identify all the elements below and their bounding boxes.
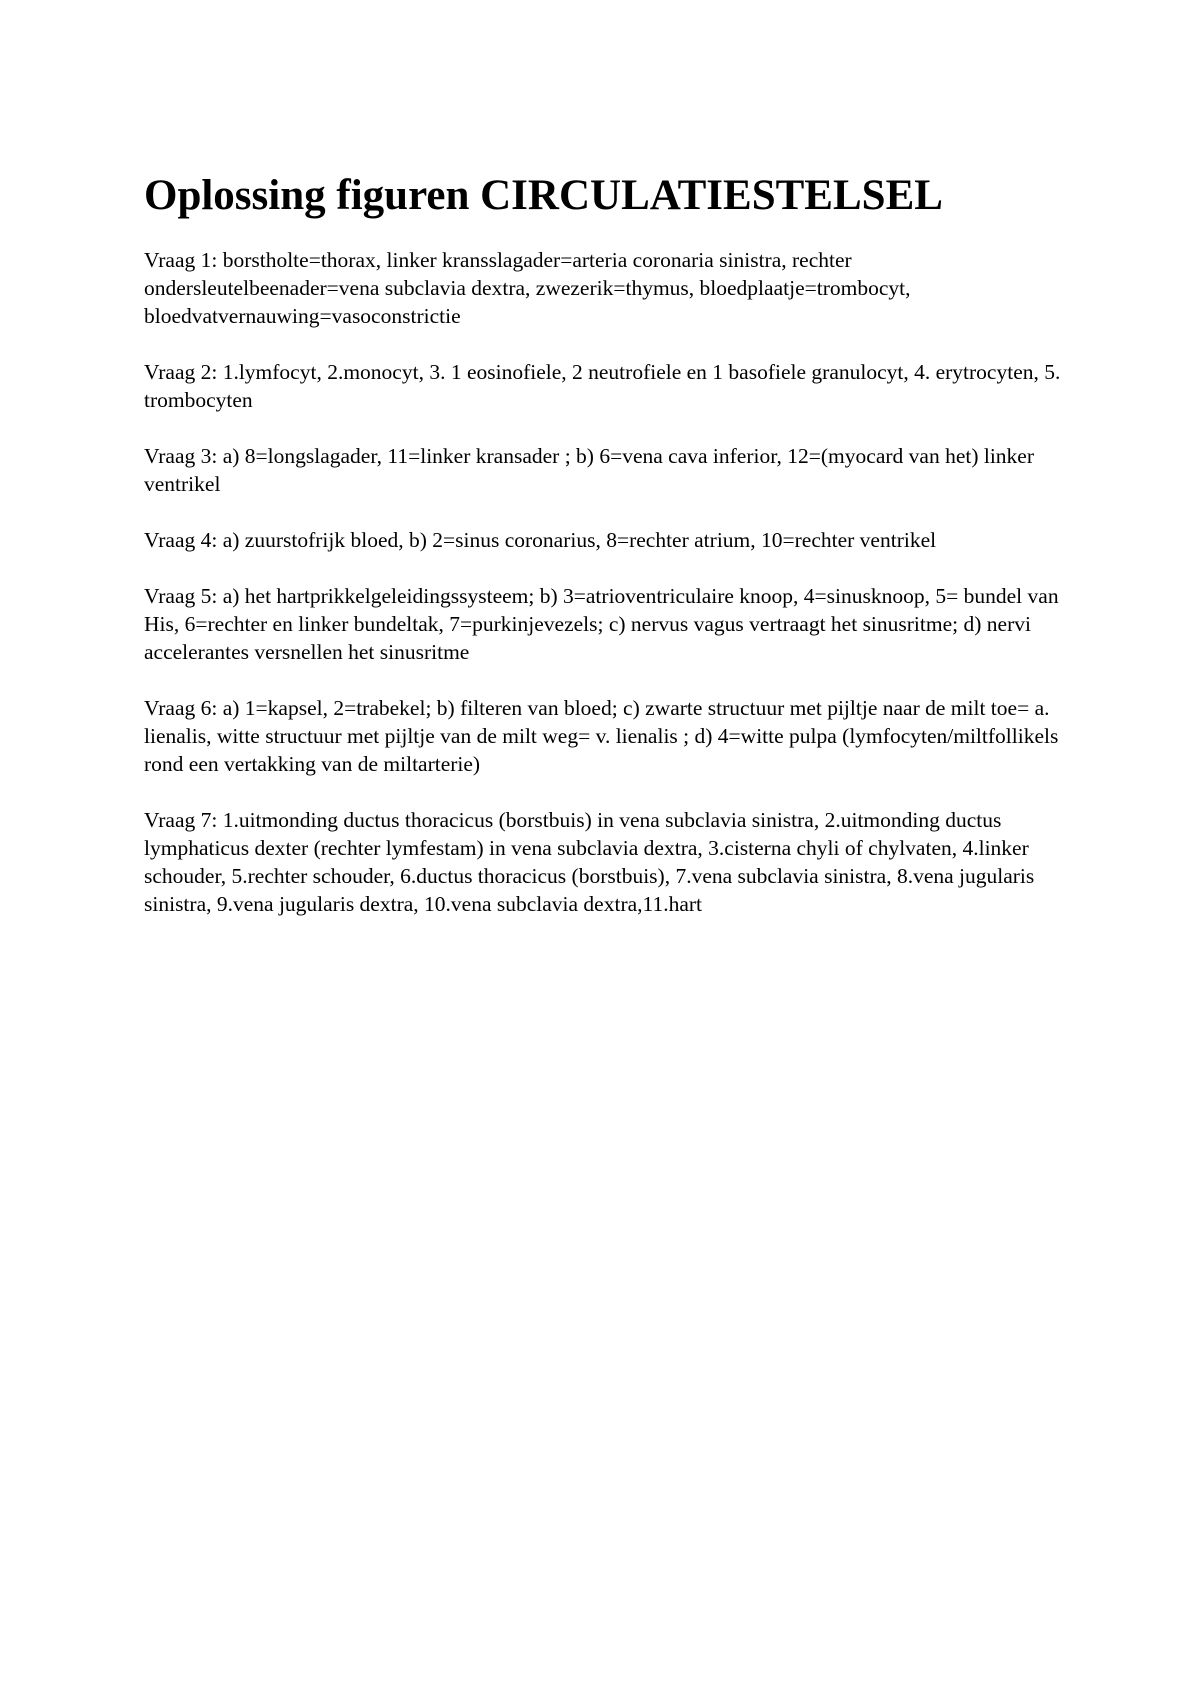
answer-vraag-4: Vraag 4: a) zuurstofrijk bloed, b) 2=sinus coronarius, 8=rechter atrium, 10=rechter ventrikel xyxy=(144,527,937,552)
answer-vraag-7: Vraag 7: 1.uitmonding ductus thoracicus (borstbuis) in vena subclavia sinistra, 2.uitmonding ductus lymphaticus dexter (rechter lymfestam) in vena subclavia dextra, 3.cisterna chyli of chylvaten, 4.linker schouder, 5.rechter schouder, 6.ductus thoracicus (borstbuis), 7.vena subclavia sinistra, 8.vena jugularis sinistra, 9.vena jugularis dextra, 10.vena subclavia dextra,11.hart xyxy=(144,807,1035,916)
document-body xyxy=(144,170,1074,946)
document-title: Oplossing figuren CIRCULATIESTELSEL xyxy=(144,172,943,219)
answer-vraag-5: Vraag 5: a) het hartprikkelgeleidingssysteem; b) 3=atrioventriculaire knoop, 4=sinusknoop, 5= bundel van His, 6=rechter en linker bundeltak, 7=purkinjevezels; c) nervus vagus vertraagt het sinusritme; d) nervi accelerantes versnellen het sinusritme xyxy=(144,583,1059,664)
answer-vraag-6: Vraag 6: a) 1=kapsel, 2=trabekel; b) filteren van bloed; c) zwarte structuur met pijltje naar de milt toe= a. lienalis, witte structuur met pijltje van de milt weg= v. lienalis ; d) 4=witte pulpa (lymfocyten/miltfollikels rond een vertakking van de miltarterie) xyxy=(144,695,1059,776)
answer-vraag-3: Vraag 3: a) 8=longslagader, 11=linker kransader ; b) 6=vena cava inferior, 12=(myocard van het) linker ventrikel xyxy=(144,443,1035,496)
answer-vraag-1: Vraag 1: borstholte=thorax, linker kransslagader=arteria coronaria sinistra, rechter ondersleutelbeenader=vena subclavia dextra, zwezerik=thymus, bloedplaatje=trombocyt, bloedvatvernauwing=vasoconstrictie xyxy=(144,247,911,328)
answer-vraag-2: Vraag 2: 1.lymfocyt, 2.monocyt, 3. 1 eosinofiele, 2 neutrofiele en 1 basofiele granulocyt, 4. erytrocyten, 5. trombocyten xyxy=(144,359,1061,412)
